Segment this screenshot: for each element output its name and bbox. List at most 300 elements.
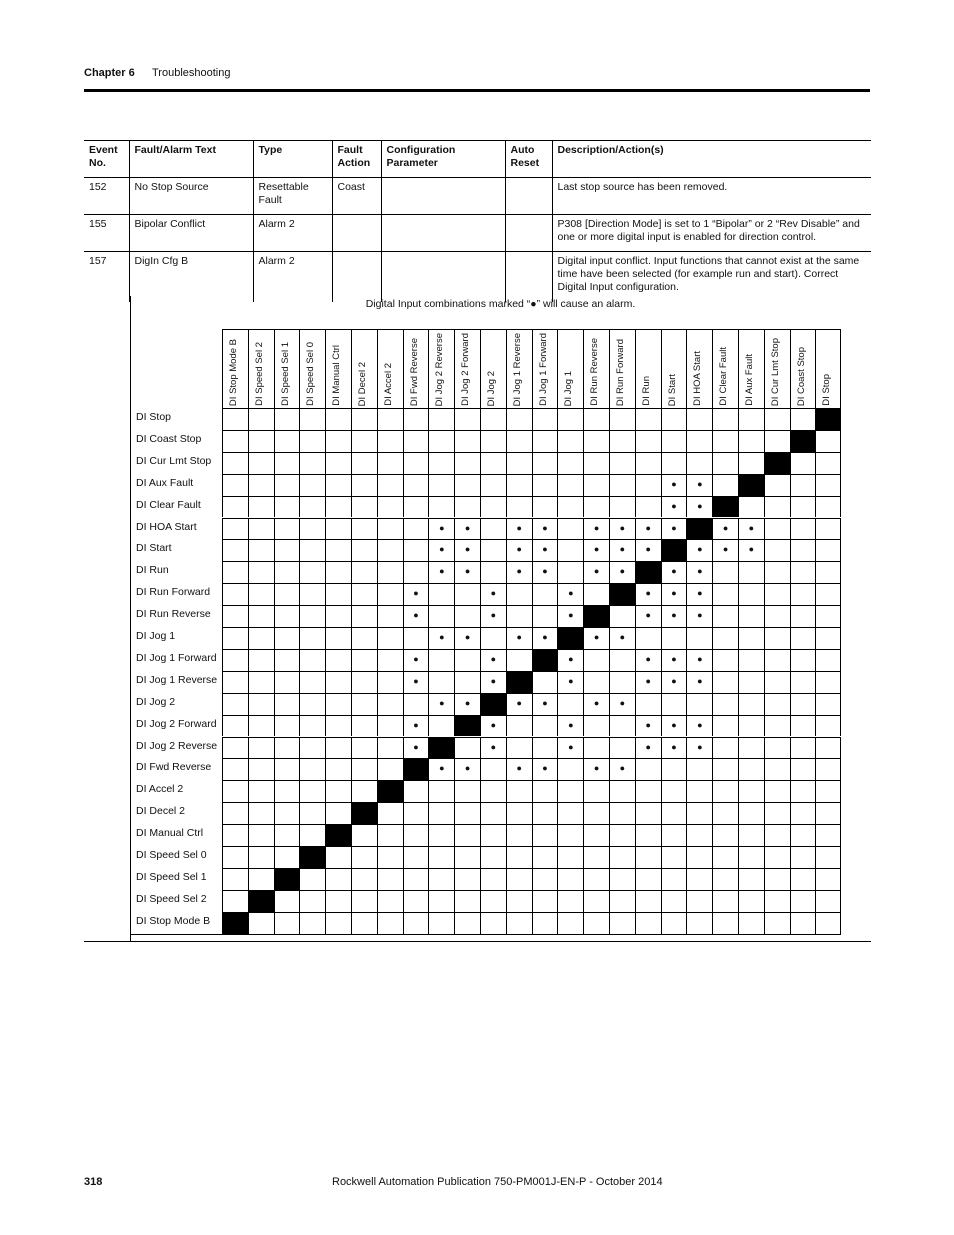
matrix-cell (248, 452, 274, 474)
matrix-cell (790, 496, 816, 518)
matrix-cell (480, 408, 506, 430)
conflict-dot: ● (454, 539, 480, 561)
matrix-cell (351, 474, 377, 496)
matrix-row-label: DI Jog 1 Forward (136, 651, 217, 664)
matrix-note: Digital Input combinations marked “●” will cause an alarm. (365, 298, 636, 310)
conflict-dot: ● (454, 693, 480, 715)
matrix-cell (532, 605, 558, 627)
matrix-cell (557, 693, 583, 715)
matrix-cell (532, 583, 558, 605)
matrix-cell (351, 715, 377, 737)
matrix-column-header (738, 329, 764, 410)
matrix-cell (635, 802, 661, 824)
conflict-dot: ● (506, 693, 532, 715)
conflict-dot: ● (635, 583, 661, 605)
matrix-row (130, 671, 871, 693)
matrix-cell (299, 693, 325, 715)
matrix-row (130, 912, 871, 934)
matrix-cell (815, 868, 841, 890)
col-header-reset: Auto Reset (505, 141, 552, 178)
matrix-column-header (454, 329, 480, 410)
matrix-cell (222, 452, 248, 474)
matrix-cell (248, 496, 274, 518)
matrix-cell (790, 671, 816, 693)
matrix-cell (506, 824, 532, 846)
matrix-cell (222, 408, 248, 430)
matrix-cell (351, 912, 377, 934)
conflict-dot: ● (428, 539, 454, 561)
matrix-cell (299, 430, 325, 452)
matrix-row-label: DI Speed Sel 1 (136, 870, 207, 883)
matrix-cell (299, 496, 325, 518)
matrix-cell (583, 890, 609, 912)
matrix-cell (764, 430, 790, 452)
matrix-cell (248, 539, 274, 561)
matrix-cell (299, 890, 325, 912)
matrix-cell (351, 846, 377, 868)
matrix-cell (686, 627, 712, 649)
matrix-cell (248, 802, 274, 824)
matrix-row-label: DI Clear Fault (136, 498, 201, 511)
matrix-cell (299, 758, 325, 780)
matrix-cell (635, 868, 661, 890)
matrix-cell (274, 846, 300, 868)
conflict-dot: ● (506, 627, 532, 649)
matrix-cell (583, 868, 609, 890)
matrix-cell (815, 693, 841, 715)
matrix-cell (764, 539, 790, 561)
matrix-cell (222, 802, 248, 824)
matrix-cell (480, 780, 506, 802)
col-header-config: Configuration Parameter (381, 141, 505, 178)
description: P308 [Direction Mode] is set to 1 “Bipolar” or 2 “Rev Disable” and one or more digital input is enabled for direction control. (552, 215, 871, 252)
matrix-cell (222, 649, 248, 671)
matrix-cell (454, 824, 480, 846)
table-row (84, 178, 871, 215)
matrix-cell (790, 627, 816, 649)
matrix-cell (609, 671, 635, 693)
conflict-dot: ● (506, 518, 532, 540)
fault-action (332, 252, 381, 303)
conflict-dot: ● (557, 737, 583, 759)
matrix-cell (454, 583, 480, 605)
matrix-cell (248, 671, 274, 693)
config-param (381, 215, 505, 252)
matrix-cell (506, 430, 532, 452)
conflict-dot: ● (454, 518, 480, 540)
matrix-cell (764, 496, 790, 518)
matrix-cell (248, 605, 274, 627)
matrix-cell (325, 452, 351, 474)
matrix-cell (222, 890, 248, 912)
matrix-cell (222, 539, 248, 561)
config-param (381, 178, 505, 215)
matrix-cell (351, 649, 377, 671)
matrix-cell (661, 912, 687, 934)
matrix-cell (428, 649, 454, 671)
matrix-cell (557, 496, 583, 518)
matrix-cell (764, 912, 790, 934)
matrix-cell (738, 452, 764, 474)
matrix-cell (351, 539, 377, 561)
conflict-dot: ● (583, 758, 609, 780)
matrix-self-cell (583, 605, 609, 627)
matrix-cell (609, 605, 635, 627)
matrix-column-label: DI Speed Sel 1 (279, 342, 291, 406)
matrix-column-header (686, 329, 712, 410)
fault-action: Coast (332, 178, 381, 215)
conflict-dot: ● (532, 758, 558, 780)
matrix-cell (790, 737, 816, 759)
conflict-dot: ● (661, 583, 687, 605)
matrix-cell (403, 539, 429, 561)
conflict-dot: ● (583, 693, 609, 715)
matrix-row (130, 868, 871, 890)
matrix-cell (661, 868, 687, 890)
conflict-dot: ● (480, 671, 506, 693)
matrix-cell (248, 518, 274, 540)
matrix-row-label: DI Stop Mode B (136, 914, 211, 927)
conflict-dot: ● (428, 518, 454, 540)
digital-input-matrix (130, 296, 871, 942)
conflict-dot: ● (403, 649, 429, 671)
conflict-dot: ● (557, 715, 583, 737)
page-number: 318 (84, 1176, 103, 1188)
conflict-dot: ● (738, 518, 764, 540)
matrix-cell (480, 561, 506, 583)
matrix-cell (325, 496, 351, 518)
matrix-cell (274, 518, 300, 540)
matrix-cell (661, 802, 687, 824)
matrix-cell (532, 671, 558, 693)
matrix-row (130, 430, 871, 452)
matrix-cell (712, 846, 738, 868)
fault-type: Alarm 2 (253, 252, 332, 303)
matrix-cell (712, 780, 738, 802)
matrix-column-header (506, 329, 532, 410)
matrix-self-cell (299, 846, 325, 868)
matrix-cell (583, 846, 609, 868)
matrix-cell (635, 846, 661, 868)
matrix-cell (557, 539, 583, 561)
matrix-cell (222, 715, 248, 737)
matrix-cell (454, 868, 480, 890)
matrix-cell (661, 627, 687, 649)
matrix-cell (609, 430, 635, 452)
matrix-cell (248, 408, 274, 430)
matrix-row (130, 846, 871, 868)
matrix-cell (609, 715, 635, 737)
matrix-cell (351, 430, 377, 452)
matrix-cell (480, 452, 506, 474)
matrix-row (130, 518, 871, 540)
matrix-row (130, 758, 871, 780)
matrix-cell (764, 693, 790, 715)
matrix-cell (377, 430, 403, 452)
matrix-cell (299, 802, 325, 824)
matrix-column-label: DI Cur Lmt Stop (769, 337, 781, 406)
matrix-cell (764, 868, 790, 890)
matrix-cell (790, 649, 816, 671)
matrix-cell (764, 671, 790, 693)
matrix-cell (377, 737, 403, 759)
matrix-cell (351, 737, 377, 759)
matrix-column-label: DI Aux Fault (744, 354, 755, 406)
matrix-cell (428, 890, 454, 912)
matrix-cell (712, 868, 738, 890)
matrix-cell (790, 912, 816, 934)
conflict-dot: ● (661, 561, 687, 583)
conflict-dot: ● (557, 583, 583, 605)
matrix-cell (532, 824, 558, 846)
matrix-self-cell (454, 715, 480, 737)
matrix-cell (274, 649, 300, 671)
matrix-cell (325, 846, 351, 868)
matrix-cell (325, 758, 351, 780)
matrix-cell (815, 539, 841, 561)
matrix-self-cell (609, 583, 635, 605)
matrix-cell (609, 846, 635, 868)
matrix-cell (274, 737, 300, 759)
matrix-cell (506, 649, 532, 671)
matrix-cell (377, 912, 403, 934)
conflict-dot: ● (454, 561, 480, 583)
matrix-cell (377, 846, 403, 868)
matrix-cell (532, 868, 558, 890)
matrix-row-label: DI Manual Ctrl (136, 827, 204, 840)
matrix-cell (815, 671, 841, 693)
matrix-cell (712, 890, 738, 912)
matrix-cell (815, 583, 841, 605)
matrix-cell (686, 452, 712, 474)
matrix-cell (299, 539, 325, 561)
matrix-self-cell (712, 496, 738, 518)
matrix-cell (480, 474, 506, 496)
matrix-cell (686, 890, 712, 912)
matrix-cell (325, 671, 351, 693)
matrix-cell (248, 824, 274, 846)
matrix-cell (222, 671, 248, 693)
matrix-cell (583, 583, 609, 605)
matrix-cell (274, 430, 300, 452)
matrix-row (130, 583, 871, 605)
matrix-row (130, 474, 871, 496)
event-number: 152 (84, 178, 129, 215)
matrix-cell (790, 561, 816, 583)
config-param (381, 252, 505, 303)
matrix-cell (815, 496, 841, 518)
matrix-column-header (299, 329, 325, 410)
conflict-dot: ● (661, 715, 687, 737)
matrix-cell (506, 780, 532, 802)
matrix-row (130, 737, 871, 759)
matrix-column-header (815, 329, 841, 410)
matrix-cell (351, 758, 377, 780)
conflict-dot: ● (661, 671, 687, 693)
col-header-desc: Description/Action(s) (552, 141, 871, 178)
matrix-column-header (609, 329, 635, 410)
matrix-cell (222, 780, 248, 802)
matrix-cell (299, 737, 325, 759)
matrix-cell (377, 715, 403, 737)
auto-reset (505, 252, 552, 303)
matrix-cell (764, 715, 790, 737)
matrix-cell (274, 561, 300, 583)
matrix-cell (764, 583, 790, 605)
matrix-cell (661, 846, 687, 868)
chapter-label: Chapter 6 (84, 67, 135, 79)
matrix-cell (351, 452, 377, 474)
matrix-cell (454, 408, 480, 430)
matrix-cell (712, 430, 738, 452)
matrix-cell (403, 693, 429, 715)
matrix-cell (609, 737, 635, 759)
conflict-dot: ● (454, 627, 480, 649)
matrix-column-header (764, 329, 790, 410)
matrix-cell (790, 408, 816, 430)
matrix-column-label: DI Run Forward (615, 338, 626, 406)
matrix-row (130, 452, 871, 474)
matrix-row-label: DI Run Reverse (136, 608, 211, 621)
matrix-cell (428, 846, 454, 868)
matrix-cell (299, 583, 325, 605)
matrix-cell (480, 868, 506, 890)
matrix-cell (454, 802, 480, 824)
matrix-cell (764, 824, 790, 846)
matrix-cell (815, 627, 841, 649)
matrix-row (130, 496, 871, 518)
matrix-column-header (274, 329, 300, 410)
matrix-cell (325, 802, 351, 824)
matrix-cell (532, 452, 558, 474)
matrix-cell (790, 802, 816, 824)
matrix-column-label: DI Jog 1 (563, 370, 575, 406)
conflict-dot: ● (428, 693, 454, 715)
matrix-cell (738, 758, 764, 780)
matrix-cell (274, 452, 300, 474)
conflict-dot: ● (403, 737, 429, 759)
matrix-cell (222, 868, 248, 890)
matrix-cell (738, 802, 764, 824)
matrix-column-header (403, 329, 429, 410)
matrix-column-header (583, 329, 609, 410)
matrix-column-label: DI Jog 2 (486, 370, 497, 406)
matrix-cell (532, 912, 558, 934)
matrix-cell (557, 561, 583, 583)
matrix-cell (222, 737, 248, 759)
matrix-cell (738, 583, 764, 605)
matrix-cell (325, 737, 351, 759)
matrix-cell (325, 627, 351, 649)
matrix-cell (248, 758, 274, 780)
conflict-dot: ● (403, 605, 429, 627)
matrix-cell (738, 912, 764, 934)
matrix-cell (325, 561, 351, 583)
matrix-cell (222, 846, 248, 868)
conflict-dot: ● (583, 539, 609, 561)
matrix-cell (764, 890, 790, 912)
matrix-cell (351, 408, 377, 430)
conflict-dot: ● (583, 561, 609, 583)
matrix-cell (351, 780, 377, 802)
conflict-dot: ● (403, 583, 429, 605)
matrix-cell (712, 912, 738, 934)
matrix-cell (274, 671, 300, 693)
matrix-cell (609, 649, 635, 671)
matrix-column-header (532, 329, 558, 410)
matrix-cell (299, 824, 325, 846)
matrix-cell (351, 518, 377, 540)
matrix-cell (299, 715, 325, 737)
matrix-cell (712, 737, 738, 759)
matrix-cell (790, 780, 816, 802)
matrix-cell (583, 824, 609, 846)
conflict-dot: ● (506, 561, 532, 583)
matrix-cell (790, 452, 816, 474)
matrix-row (130, 802, 871, 824)
matrix-cell (790, 846, 816, 868)
matrix-self-cell (532, 649, 558, 671)
matrix-row-label: DI Speed Sel 2 (136, 892, 207, 905)
matrix-cell (764, 474, 790, 496)
matrix-cell (222, 824, 248, 846)
matrix-cell (299, 408, 325, 430)
matrix-cell (583, 802, 609, 824)
matrix-cell (454, 671, 480, 693)
matrix-cell (248, 649, 274, 671)
matrix-row-label: DI Jog 1 Reverse (136, 673, 218, 686)
matrix-cell (222, 758, 248, 780)
matrix-cell (325, 715, 351, 737)
matrix-row-label: DI Jog 1 (136, 630, 176, 642)
matrix-cell (506, 408, 532, 430)
matrix-cell (274, 496, 300, 518)
table-row (84, 215, 871, 252)
matrix-cell (635, 780, 661, 802)
conflict-dot: ● (609, 561, 635, 583)
matrix-cell (506, 583, 532, 605)
matrix-cell (712, 715, 738, 737)
matrix-column-label: DI HOA Start (692, 351, 704, 406)
table-row (84, 252, 871, 303)
matrix-cell (248, 583, 274, 605)
matrix-column-header (661, 329, 687, 410)
matrix-cell (222, 561, 248, 583)
matrix-cell (377, 408, 403, 430)
matrix-row (130, 605, 871, 627)
matrix-cell (532, 737, 558, 759)
matrix-cell (222, 496, 248, 518)
conflict-dot: ● (454, 758, 480, 780)
conflict-dot: ● (428, 758, 454, 780)
matrix-cell (635, 452, 661, 474)
conflict-dot: ● (583, 627, 609, 649)
matrix-cell (222, 518, 248, 540)
matrix-cell (635, 627, 661, 649)
matrix-cell (712, 627, 738, 649)
matrix-cell (222, 583, 248, 605)
conflict-dot: ● (403, 671, 429, 693)
matrix-cell (506, 802, 532, 824)
conflict-dot: ● (583, 518, 609, 540)
matrix-cell (480, 518, 506, 540)
conflict-dot: ● (712, 518, 738, 540)
matrix-cell (351, 583, 377, 605)
matrix-cell (815, 518, 841, 540)
matrix-cell (248, 868, 274, 890)
matrix-cell (403, 474, 429, 496)
matrix-self-cell (248, 890, 274, 912)
